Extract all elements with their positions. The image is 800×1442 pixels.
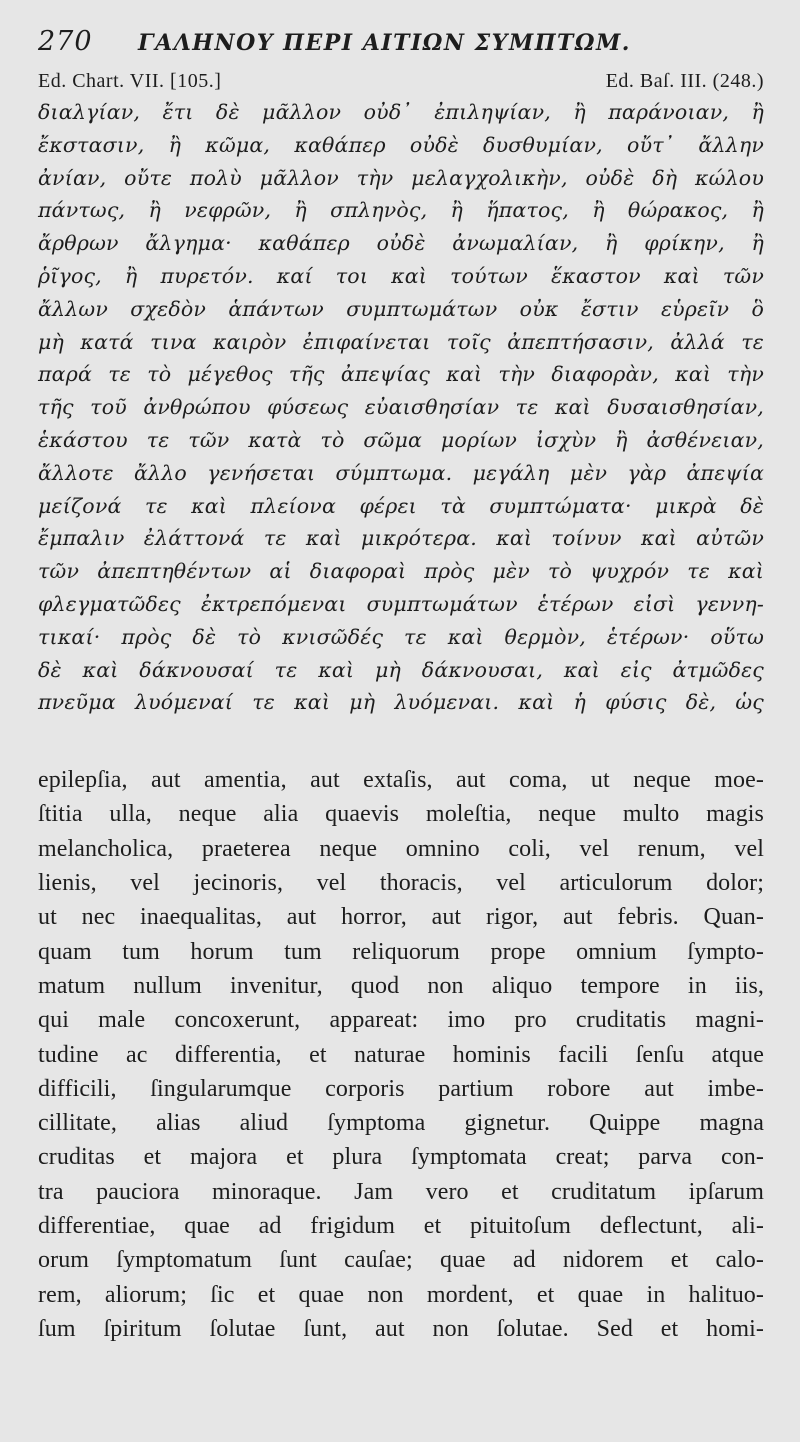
latin-line: cruditas et majora et plura ſymptomata creat; parva con- [38,1144,764,1171]
greek-line: πνεῦμα λυόμεναί τε καὶ μὴ λυόμεναι. καὶ ἡ φύσις δὲ, ὡς [38,690,764,715]
greek-line: ἀνίαν, οὔτε πολὺ μᾶλλον τὴν μελαγχολικὴν, οὐδὲ δὴ κώλου [38,165,764,190]
latin-line: matum nullum invenitur, quod non aliquo tempore in iis, [38,972,764,999]
latin-line: quam tum horum tum reliquorum prope omnium ſympto- [38,938,764,965]
latin-line: melancholica, praeterea neque omnino coli, vel renum, vel [38,835,764,862]
greek-line: ἔκστασιν, ἢ κῶμα, καθάπερ οὐδὲ δυσθυμίαν, οὔτ᾽ ἄλλην [38,132,764,157]
latin-line: ſum ſpiritum ſolutae ſunt, aut non ſolutae. Sed et homi- [38,1315,764,1342]
running-title: ΓΑΛΗΝΟΥ ΠΕΡΙ ΑΙΤΙΩΝ ΣΥΜΠΤΩΜ. [138,30,631,56]
latin-line: rem, aliorum; ſic et quae non mordent, et quae in halituo- [38,1281,764,1308]
greek-line: τῆς τοῦ ἀνθρώπου φύσεως εὐαισθησίαν τε καὶ δυσαισθησίαν, [38,395,764,420]
latin-line: orum ſymptomatum ſunt cauſae; quae ad nidorem et calo- [38,1247,764,1274]
greek-line: δὲ καὶ δάκνουσαί τε καὶ μὴ δάκνουσαι, καὶ εἰς ἀτμῶδες [38,657,764,682]
latin-line: lienis, vel jecinoris, vel thoracis, vel articulorum dolor; [38,870,764,897]
edition-reference-line [38,70,764,96]
greek-line: πάντως, ἢ νεφρῶν, ἢ σπληνὸς, ἢ ἥπατος, ἢ θώρακος, ἢ [38,198,764,223]
greek-line: ἄλλων σχεδὸν ἁπάντων συμπτωμάτων οὐκ ἔστιν εὑρεῖν ὃ [38,296,764,321]
greek-line: τικαί· πρὸς δὲ τὸ κνισῶδές τε καὶ θερμὸν, ἑτέρων· οὕτω [38,624,764,649]
greek-line: διαλγίαν, ἔτι δὲ μᾶλλον οὐδ᾽ ἐπιληψίαν, ἢ παράνοιαν, ἢ [38,100,764,124]
edition-reference-left: Ed. Chart. VII. [105.] [38,70,222,92]
latin-line: qui male concoxerunt, appareat: imo pro cruditatis magni- [38,1007,764,1034]
latin-line: ſtitia ulla, neque alia quaevis moleſtia, neque multo magis [38,801,764,828]
greek-line: ἄλλοτε ἄλλο γενήσεται σύμπτωμα. μεγάλη μὲν γὰρ ἀπεψία [38,460,764,485]
latin-line: cillitate, alias aliud ſymptoma gignetur. Quippe magna [38,1110,764,1137]
edition-reference-right: Ed. Baſ. III. (248.) [605,70,764,92]
greek-line: μείζονά τε καὶ πλείονα φέρει τὰ συμπτώματα· μικρὰ δὲ [38,493,764,518]
latin-text-block [38,763,764,1346]
greek-text-block [38,96,764,719]
latin-line: differentiae, quae ad frigidum et pituitoſum deflectunt, ali- [38,1213,764,1239]
greek-line: μὴ κατά τινα καιρὸν ἐπιφαίνεται τοῖς ἀπεπτήσασιν, ἀλλά τε [38,329,764,354]
greek-line: ἄρθρων ἄλγημα· καθάπερ οὐδὲ ἀνωμαλίαν, ἢ φρίκην, ἢ [38,231,764,256]
latin-line: tudine ac differentia, et naturae hominis facili ſenſu atque [38,1041,764,1068]
greek-line: ἑκάστου τε τῶν κατὰ τὸ σῶμα μορίων ἰσχὺν ἢ ἀσθένειαν, [38,427,764,452]
greek-line: ῥῖγος, ἢ πυρετόν. καί τοι καὶ τούτων ἕκαστον καὶ τῶν [38,263,764,288]
page-number: 270 [38,26,93,57]
greek-line: τῶν ἀπεπτηθέντων αἱ διαφοραὶ πρὸς μὲν τὸ ψυχρόν τε καὶ [38,559,764,584]
latin-line: epilepſia, aut amentia, aut extaſis, aut coma, ut neque moe- [38,767,764,794]
latin-line: tra pauciora minoraque. Jam vero et cruditatum ipſarum [38,1178,764,1205]
page-header [38,26,764,66]
greek-line: φλεγματῶδες ἐκτρεπόμεναι συμπτωμάτων ἑτέρων εἰσὶ γεννη- [38,591,764,616]
latin-line: ut nec inaequalitas, aut horror, aut rigor, aut febris. Quan- [38,904,764,931]
greek-line: παρά τε τὸ μέγεθος τῆς ἀπεψίας καὶ τὴν διαφορὰν, καὶ τὴν [38,362,764,387]
greek-line: ἔμπαλιν ἐλάττονά τε καὶ μικρότερα. καὶ τοίνυν καὶ αὐτῶν [38,526,764,551]
latin-line: difficili, ſingularumque corporis partium robore aut imbe- [38,1075,764,1102]
